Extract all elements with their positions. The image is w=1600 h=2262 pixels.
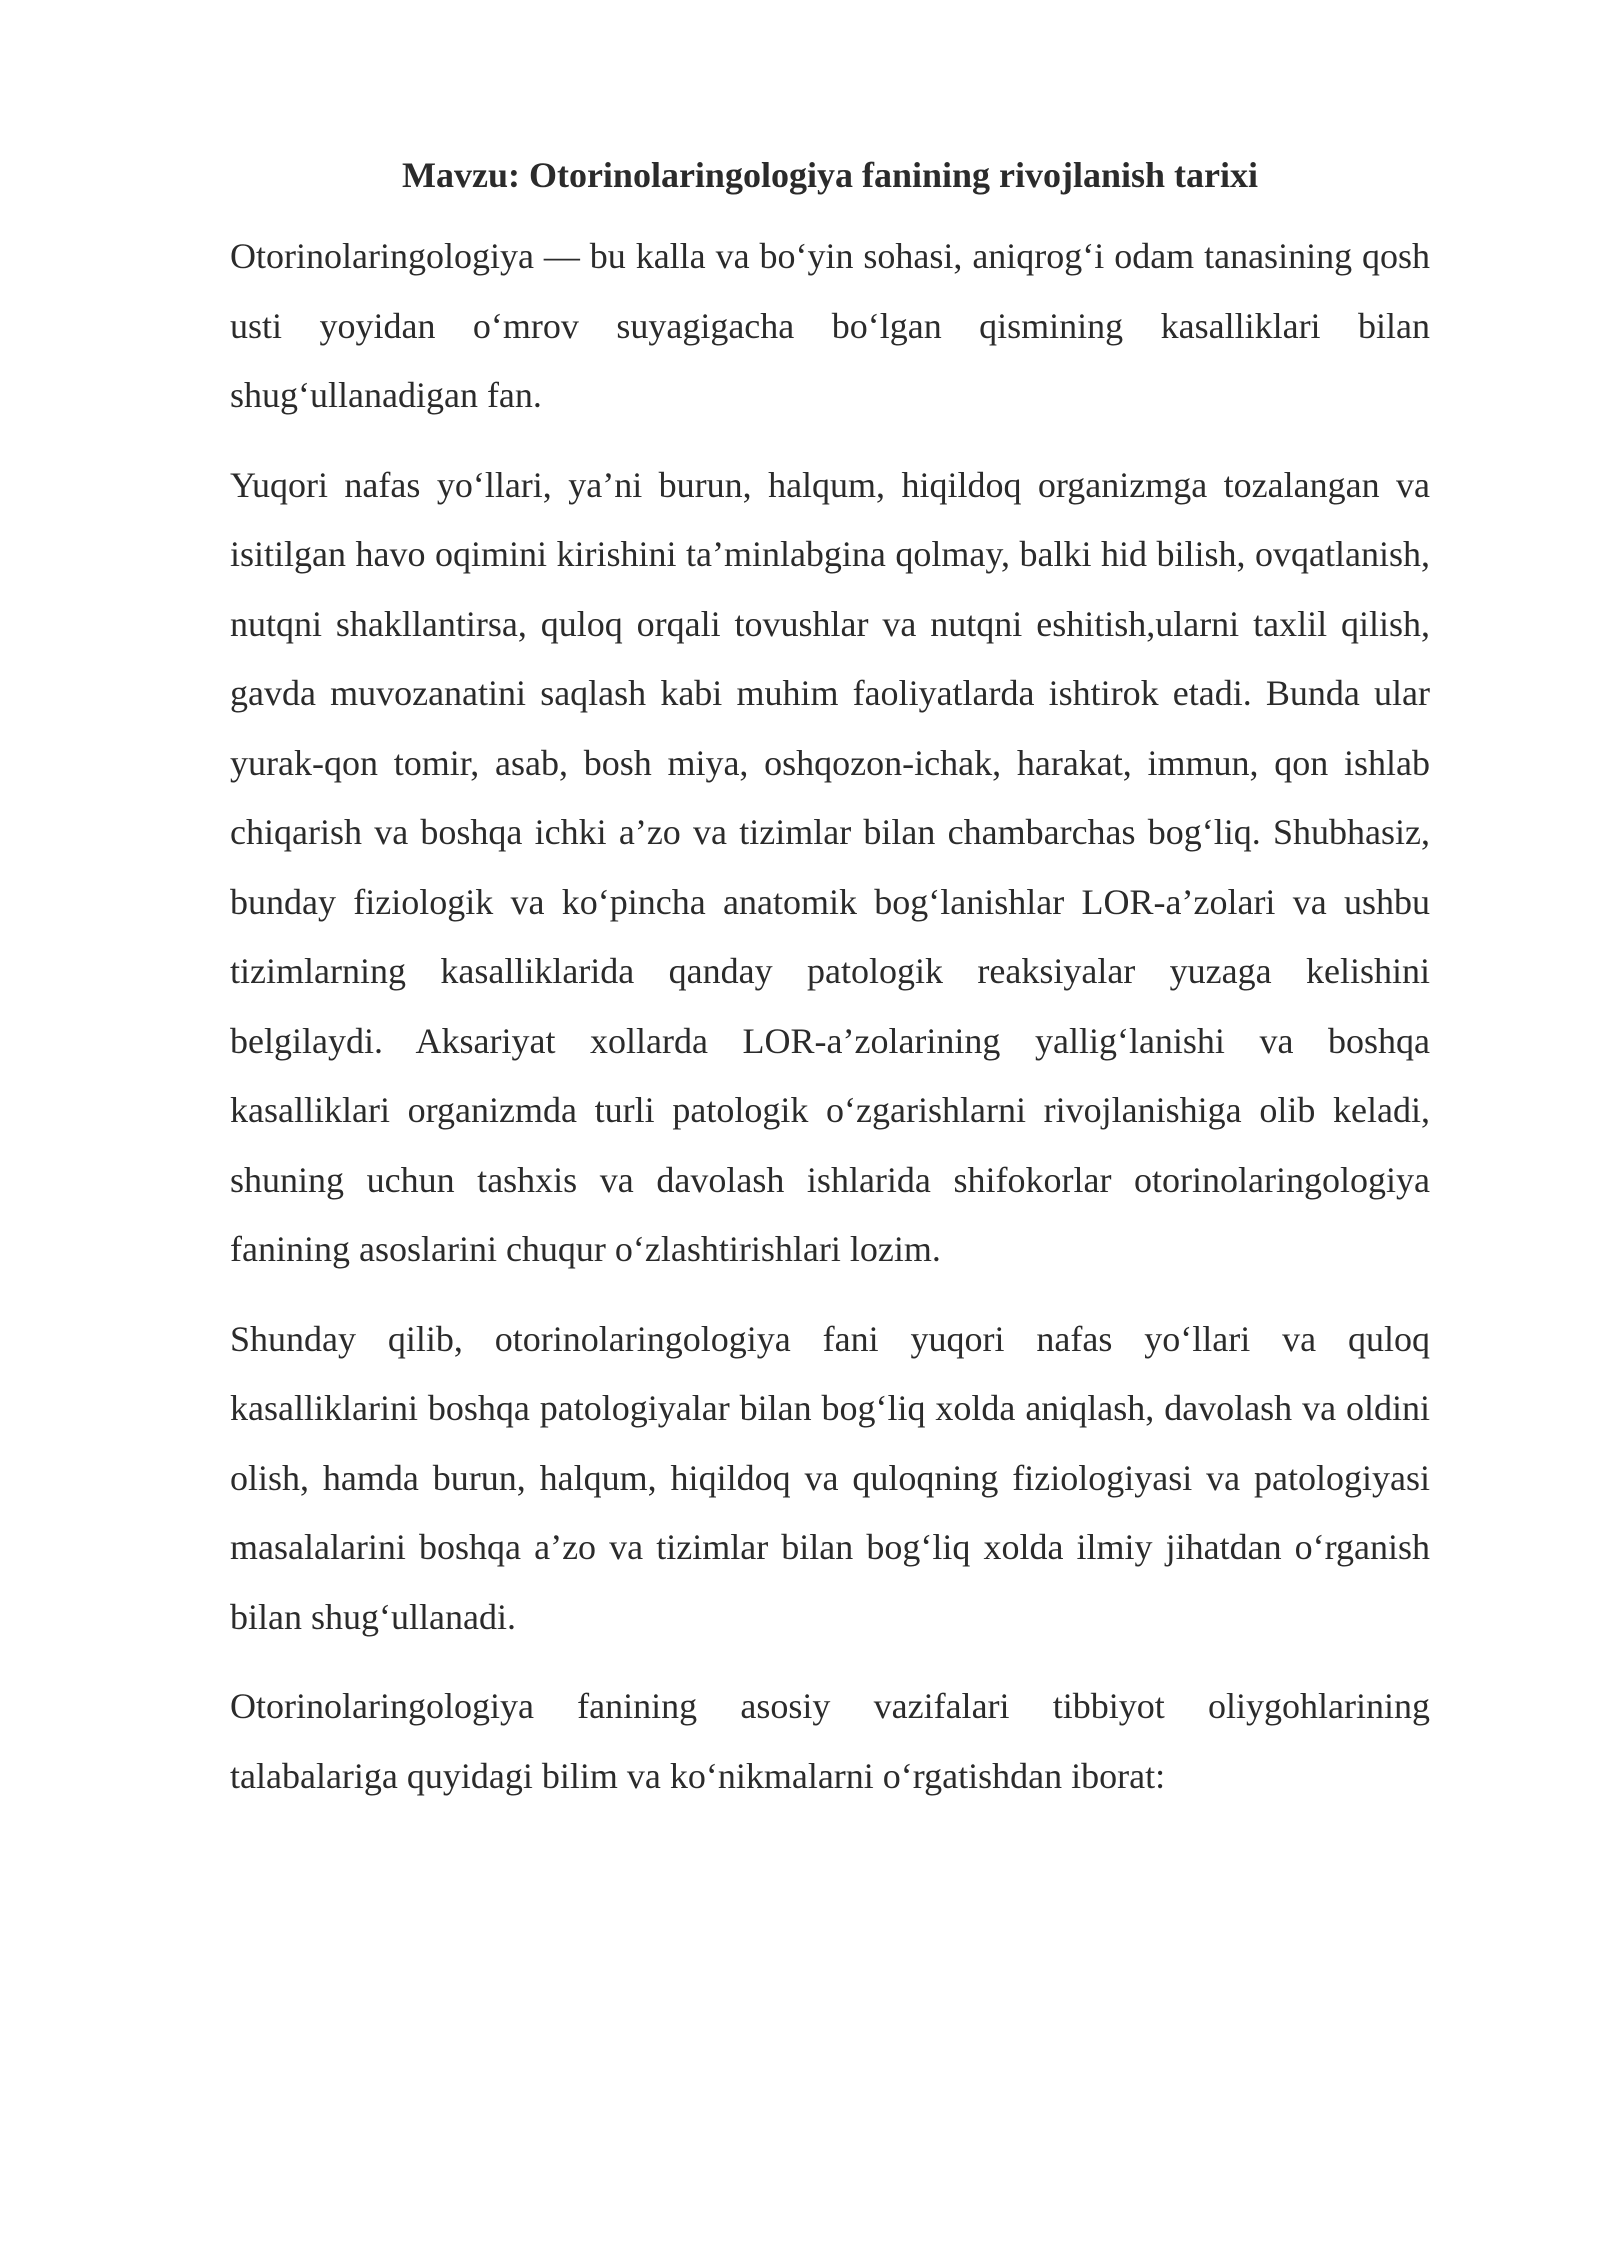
document-title: Mavzu: Otorinolaringologiya fanining rivojlanish tarixi [401,155,1259,195]
paragraph-definition: Otorinolaringologiya — bu kalla va bo‘yin sohasi, aniqrog‘i odam tanasining qosh usti yoyidan o‘mrov suyagigacha bo‘lgan qismining kasalliklari bilan shug‘ullanadigan fan. [230,236,1430,415]
paragraph-summary: Shunday qilib, otorinolaringologiya fani yuqori nafas yo‘llari va quloq kasalliklarini boshqa patologiyalar bilan bog‘liq xolda aniqlash, davolash va oldini olish, hamda burun, halqum, hiqildoq va quloqning fiziologiyasi va patologiyasi masalalarini boshqa a’zo va tizimlar bilan bog‘liq xolda ilmiy jihatdan o‘rganish bilan shug‘ullanadi. [230,1318,1430,1637]
paragraph-tasks-intro: Otorinolaringologiya fanining asosiy vazifalari tibbiyot oliygohlarining talabalariga quyidagi bilim va ko‘nikmalarni o‘rgatishdan iborat: [230,1686,1430,1796]
document-page [230,150,1430,1831]
paragraph-upper-airways: Yuqori nafas yo‘llari, ya’ni burun, halqum, hiqildoq organizmga tozalangan va isitilgan havo oqimini kirishini ta’minlabgina qolmay, balki hid bilish, ovqatlanish, nutqni shakllantirsa, quloq orqali tovushlar va nutqni eshitish,ularni taxlil qilish, gavda muvozanatini saqlash kabi muhim faoliyatlarda ishtirok etadi. Bunda ular yurak-qon tomir, asab, bosh miya, oshqozon-ichak, harakat, immun, qon ishlab chiqarish va boshqa ichki a’zo va tizimlar bilan chambarchas bog‘liq. Shubhasiz, bunday fiziologik va ko‘pincha anatomik bog‘lanishlar LOR-a’zolari va ushbu tizimlarning kasalliklarida qanday patologik reaksiyalar yuzaga kelishini belgilaydi. Aksariyat xollarda LOR-a’zolarining yallig‘lanishi va boshqa kasalliklari organizmda turli patologik o‘zgarishlarni rivojlanishiga olib keladi, shuning uchun tashxis va davolash ishlarida shifokorlar otorinolaringologiya fanining asoslarini chuqur o‘zlashtirishlari lozim. [230,464,1430,1269]
